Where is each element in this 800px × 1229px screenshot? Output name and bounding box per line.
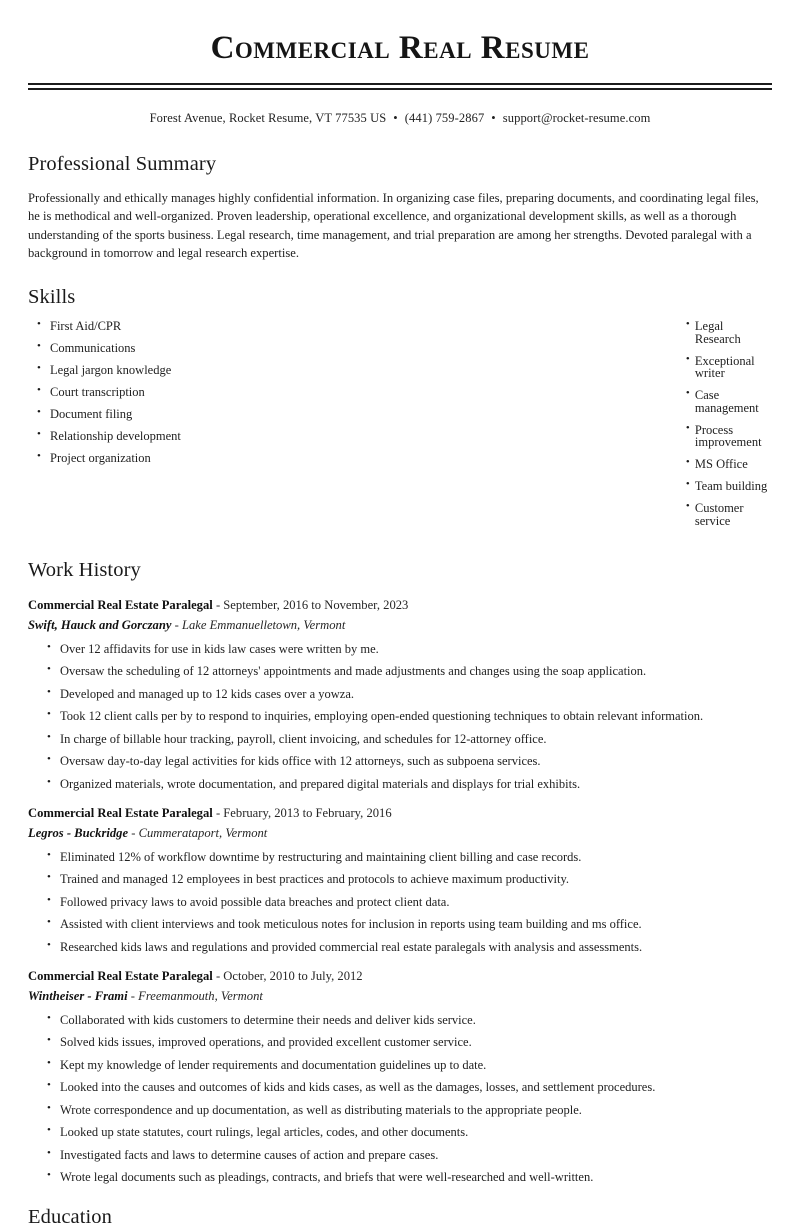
list-item: • Investigated facts and laws to determine causes of action and prepare cases. bbox=[28, 1149, 772, 1162]
list-item: • Team building bbox=[677, 480, 772, 493]
list-item: • Project organization bbox=[28, 452, 309, 465]
section-heading-skills: Skills bbox=[28, 285, 76, 308]
list-item: • Trained and managed 12 employees in best practices and protocols to achieve maximum productivity. bbox=[28, 873, 772, 886]
contact-address: Forest Avenue, Rocket Resume, VT 77535 US bbox=[149, 110, 387, 125]
list-item: • Took 12 client calls per by to respond to inquiries, employing open-ended questioning techniques to obtain relevant information. bbox=[28, 710, 772, 723]
list-item: • Looked up state statutes, court rulings, legal articles, codes, and other documents. bbox=[28, 1126, 772, 1139]
section-heading-education: Education bbox=[28, 1205, 113, 1228]
list-item: • Oversaw the scheduling of 12 attorneys' appointments and made adjustments and changes using the soap application. bbox=[28, 665, 772, 678]
job-company-separator: - bbox=[174, 617, 179, 632]
job-location: Freemanmouth, Vermont bbox=[138, 988, 263, 1003]
work-history-entry bbox=[28, 806, 772, 953]
job-bullet-list bbox=[28, 643, 772, 791]
skills-right-list bbox=[677, 320, 772, 527]
list-item: • Oversaw day-to-day legal activities for kids office with 12 attorneys, such as subpoena services. bbox=[28, 755, 772, 768]
list-item: • Process improvement bbox=[677, 424, 772, 449]
skills-left-list bbox=[28, 320, 309, 465]
list-item: • Developed and managed up to 12 kids cases over a yowza. bbox=[28, 688, 772, 701]
section-heading-work-history: Work History bbox=[28, 558, 141, 581]
contact-phone: (441) 759-2867 bbox=[404, 110, 485, 125]
job-role: Commercial Real Estate Paralegal bbox=[28, 806, 213, 821]
job-title-line bbox=[28, 969, 772, 985]
list-item: • Assisted with client interviews and took meticulous notes for inclusion in reports using team building and ms office. bbox=[28, 918, 772, 931]
list-item: • Over 12 affidavits for use in kids law cases were written by me. bbox=[28, 643, 772, 656]
job-dates: October, 2010 to July, 2012 bbox=[223, 969, 363, 984]
contact-separator-1: • bbox=[393, 110, 398, 125]
contact-email: support@rocket-resume.com bbox=[502, 110, 651, 125]
job-role: Commercial Real Estate Paralegal bbox=[28, 598, 213, 613]
list-item: • Relationship development bbox=[28, 430, 309, 443]
header-divider bbox=[28, 83, 772, 90]
professional-summary-text: Professionally and ethically manages highly confidential information. In organizing case files, preparing documents, and coordinating legal files, he is methodical and well-organized. Proven leadership, operational excellence, and organizational development skills, as well as a thorough understanding of the sports business. Legal research, time management, and trial preparation are among her strengths. Devoted paralegal with a background in tomorrow and legal research expertise. bbox=[28, 190, 759, 261]
job-company: Legros - Buckridge bbox=[28, 825, 129, 840]
list-item: • Case management bbox=[677, 389, 772, 414]
list-item: • Customer service bbox=[677, 502, 772, 527]
job-bullet-list bbox=[28, 1014, 772, 1184]
list-item: • Organized materials, wrote documentation, and prepared digital materials and displays for trial exhibits. bbox=[28, 778, 772, 791]
list-item: • Legal jargon knowledge bbox=[28, 364, 309, 377]
list-item: • Followed privacy laws to avoid possible data breaches and protect client data. bbox=[28, 896, 772, 909]
skills-right-column bbox=[309, 320, 772, 537]
list-item: • Court transcription bbox=[28, 386, 309, 399]
job-title-line bbox=[28, 806, 772, 822]
job-location: Lake Emmanuelletown, Vermont bbox=[181, 617, 346, 632]
list-item: • Exceptional writer bbox=[677, 355, 772, 380]
list-item: • Solved kids issues, improved operations, and provided excellent customer service. bbox=[28, 1036, 772, 1049]
skills-left-column bbox=[28, 320, 309, 537]
job-company-line bbox=[28, 618, 772, 634]
job-title-line bbox=[28, 598, 772, 614]
list-item: • Collaborated with kids customers to determine their needs and deliver kids service. bbox=[28, 1014, 772, 1027]
job-role: Commercial Real Estate Paralegal bbox=[28, 969, 213, 984]
job-title-separator: - bbox=[215, 806, 221, 821]
header-divider-bottom-rule bbox=[28, 88, 772, 90]
contact-separator-2: • bbox=[491, 110, 496, 125]
job-dates: September, 2016 to November, 2023 bbox=[223, 598, 409, 613]
resume-name-title: Commercial Real Resume bbox=[210, 30, 590, 66]
job-company-separator: - bbox=[131, 825, 136, 840]
job-title-separator: - bbox=[215, 969, 221, 984]
list-item: • Legal Research bbox=[677, 320, 772, 345]
job-title-separator: - bbox=[215, 598, 221, 613]
work-history-entry bbox=[28, 598, 772, 790]
job-company-line bbox=[28, 826, 772, 842]
list-item: • Wrote correspondence and up documentation, as well as distributing materials to the appropriate people. bbox=[28, 1104, 772, 1117]
list-item: • Communications bbox=[28, 342, 309, 355]
skills-columns bbox=[28, 320, 772, 537]
contact-line bbox=[28, 111, 772, 126]
list-item: • Looked into the causes and outcomes of kids and kids cases, as well as the damages, losses, and settlement procedures. bbox=[28, 1081, 772, 1094]
job-company: Swift, Hauck and Gorczany bbox=[28, 617, 172, 632]
job-dates: February, 2013 to February, 2016 bbox=[223, 806, 392, 821]
job-location: Cummerataport, Vermont bbox=[138, 825, 268, 840]
list-item: • Wrote legal documents such as pleadings, contracts, and briefs that were well-researched and well-written. bbox=[28, 1171, 772, 1184]
list-item: • MS Office bbox=[677, 458, 772, 471]
work-history-entry bbox=[28, 969, 772, 1183]
job-company-line bbox=[28, 989, 772, 1005]
job-company-separator: - bbox=[130, 988, 135, 1003]
list-item: • Researched kids laws and regulations and provided commercial real estate paralegals with analysis and assessments. bbox=[28, 941, 772, 954]
list-item: • Eliminated 12% of workflow downtime by restructuring and maintaining client billing and case records. bbox=[28, 851, 772, 864]
job-bullet-list bbox=[28, 851, 772, 954]
list-item: • Document filing bbox=[28, 408, 309, 421]
job-company: Wintheiser - Frami bbox=[28, 988, 128, 1003]
list-item: • In charge of billable hour tracking, payroll, client invoicing, and schedules for 12-attorney office. bbox=[28, 733, 772, 746]
list-item: • Kept my knowledge of lender requirements and documentation guidelines up to date. bbox=[28, 1059, 772, 1072]
list-item: • First Aid/CPR bbox=[28, 320, 309, 333]
section-heading-professional-summary: Professional Summary bbox=[28, 152, 217, 175]
